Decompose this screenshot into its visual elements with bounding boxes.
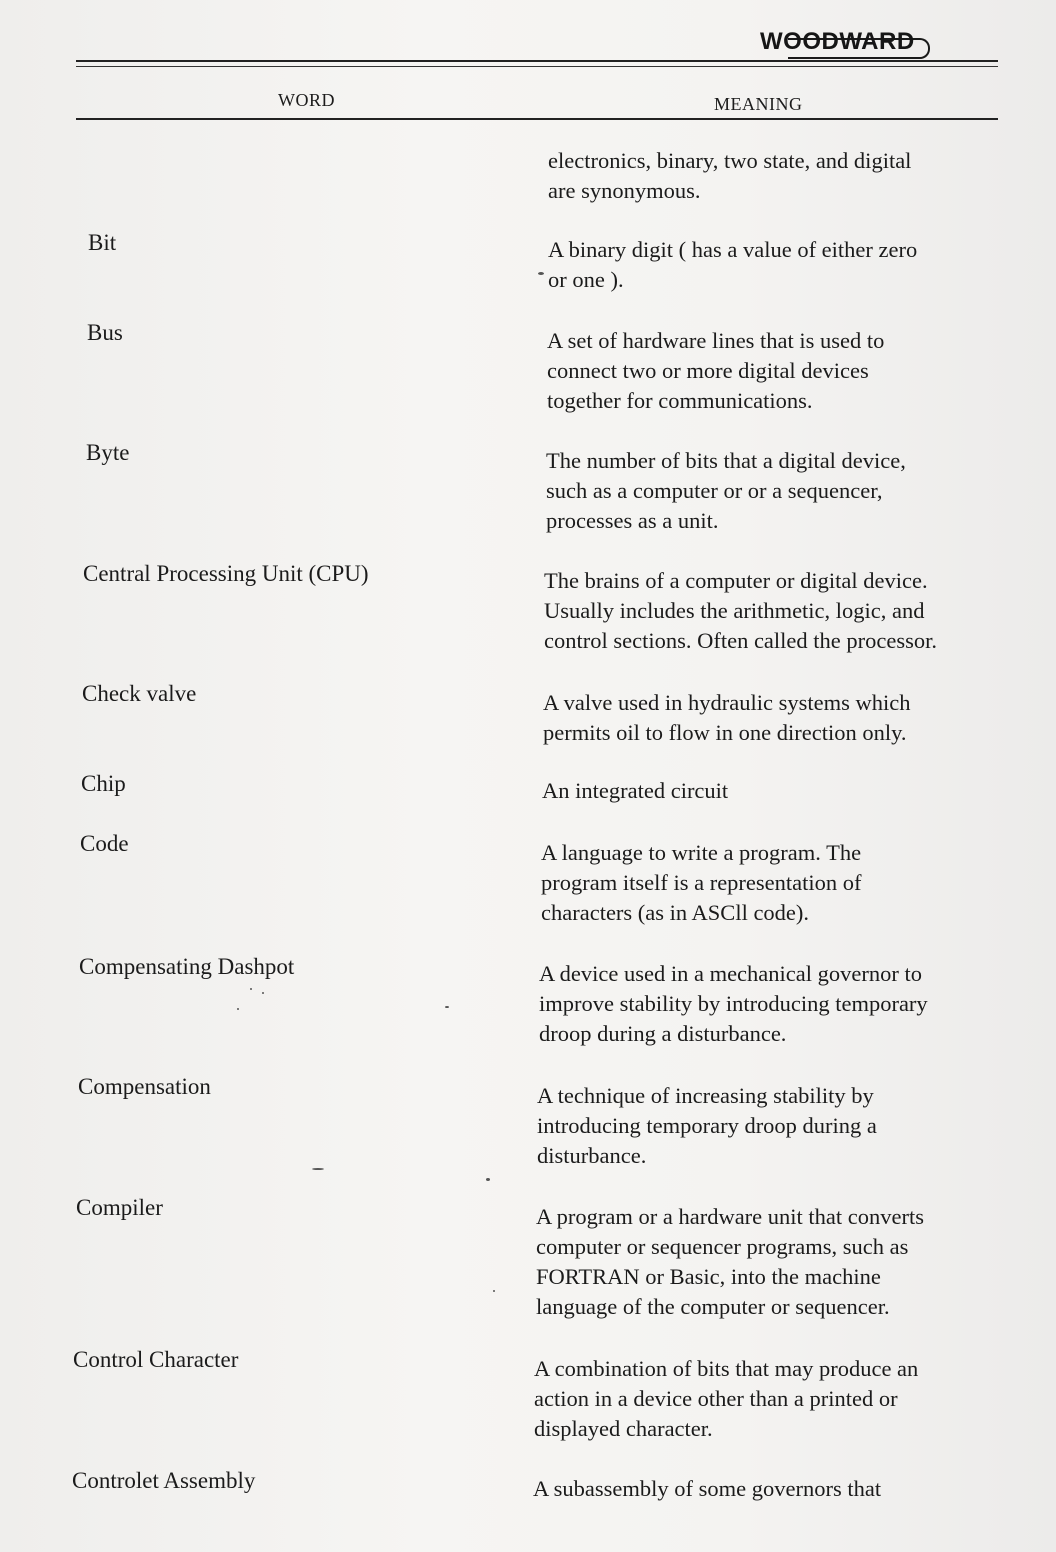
print-speck xyxy=(312,1168,324,1170)
meaning-line: A technique of increasing stability by xyxy=(537,1083,874,1108)
meaning-line: or one ). xyxy=(548,267,624,292)
print-speck xyxy=(538,272,544,275)
meaning-line: droop during a disturbance. xyxy=(539,1021,787,1046)
meaning-check-valve xyxy=(543,688,910,748)
print-speck xyxy=(486,1178,490,1181)
meaning-line: FORTRAN or Basic, into the machine xyxy=(536,1264,881,1289)
term-bus: Bus xyxy=(87,320,123,345)
column-header-word: WORD xyxy=(278,90,335,110)
meaning-compiler xyxy=(536,1202,924,1322)
print-speck xyxy=(262,992,264,994)
meaning-line: A binary digit ( has a value of either zero xyxy=(548,237,918,262)
header-rule xyxy=(76,60,998,62)
meaning-line: action in a device other than a printed or xyxy=(534,1386,898,1411)
meaning-line: language of the computer or sequencer. xyxy=(536,1294,890,1319)
meaning-line: A set of hardware lines that is used to xyxy=(547,328,885,353)
meaning-bus xyxy=(547,326,884,416)
meaning-line: The number of bits that a digital device, xyxy=(546,448,906,473)
meaning-code xyxy=(541,838,862,928)
meaning-line: processes as a unit. xyxy=(546,508,719,533)
meaning-line: introducing temporary droop during a xyxy=(537,1113,877,1138)
term-compiler: Compiler xyxy=(76,1195,163,1220)
meaning-line: A combination of bits that may produce an xyxy=(534,1356,919,1381)
meaning-line: A language to write a program. The xyxy=(541,840,862,865)
meaning-line: improve stability by introducing temporary xyxy=(539,991,928,1016)
meaning-line: such as a computer or or a sequencer, xyxy=(546,478,883,503)
header-rule-thin xyxy=(76,66,998,67)
meaning-compensation xyxy=(537,1081,877,1171)
meaning-control-character xyxy=(534,1354,918,1444)
meaning-chip xyxy=(542,776,728,806)
meaning-line: A device used in a mechanical governor to xyxy=(539,961,922,986)
print-speck xyxy=(493,1290,495,1292)
column-header-meaning: MEANING xyxy=(714,94,803,114)
term-cpu: Central Processing Unit (CPU) xyxy=(83,561,369,586)
meaning-line: together for communications. xyxy=(547,388,813,413)
meaning-line: displayed character. xyxy=(534,1416,713,1441)
meaning-continuation xyxy=(548,146,911,206)
term-check-valve: Check valve xyxy=(82,681,197,706)
meaning-line: connect two or more digital devices xyxy=(547,358,869,383)
woodward-logo xyxy=(760,26,930,60)
meaning-line: disturbance. xyxy=(537,1143,647,1168)
term-code: Code xyxy=(80,831,129,856)
meaning-line: computer or sequencer programs, such as xyxy=(536,1234,909,1259)
meaning-line: characters (as in ASCll code). xyxy=(541,900,810,925)
meaning-line: A program or a hardware unit that converts xyxy=(536,1204,924,1229)
column-header-rule xyxy=(76,118,998,120)
term-chip: Chip xyxy=(81,771,126,796)
term-byte: Byte xyxy=(86,440,130,465)
term-control-character: Control Character xyxy=(73,1347,239,1372)
meaning-line: The brains of a computer or digital device. xyxy=(544,568,928,593)
meaning-bit xyxy=(548,235,917,295)
meaning-line: A subassembly of some governors that xyxy=(533,1476,882,1501)
meaning-line: permits oil to flow in one direction only. xyxy=(543,720,907,745)
meaning-line: are synonymous. xyxy=(548,178,701,203)
term-compensating-dashpot: Compensating Dashpot xyxy=(79,954,295,979)
term-controlet-assembly: Controlet Assembly xyxy=(72,1468,256,1493)
meaning-cpu xyxy=(544,566,937,656)
meaning-line: program itself is a representation of xyxy=(541,870,862,895)
term-compensation: Compensation xyxy=(78,1074,211,1099)
meaning-line: electronics, binary, two state, and digital xyxy=(548,148,912,173)
meaning-line: Usually includes the arithmetic, logic, and xyxy=(544,598,925,623)
meaning-controlet-assembly xyxy=(533,1474,881,1504)
meaning-byte xyxy=(546,446,906,536)
term-bit: Bit xyxy=(88,230,117,255)
meaning-line: control sections. Often called the processor. xyxy=(544,628,938,653)
meaning-line: An integrated circuit xyxy=(542,778,729,803)
print-speck xyxy=(445,1006,449,1008)
print-speck xyxy=(250,988,252,990)
logo-text: WOODWARD xyxy=(760,28,915,55)
meaning-line: A valve used in hydraulic systems which xyxy=(543,690,911,715)
meaning-compensating-dashpot xyxy=(539,959,928,1049)
print-speck xyxy=(237,1008,239,1010)
